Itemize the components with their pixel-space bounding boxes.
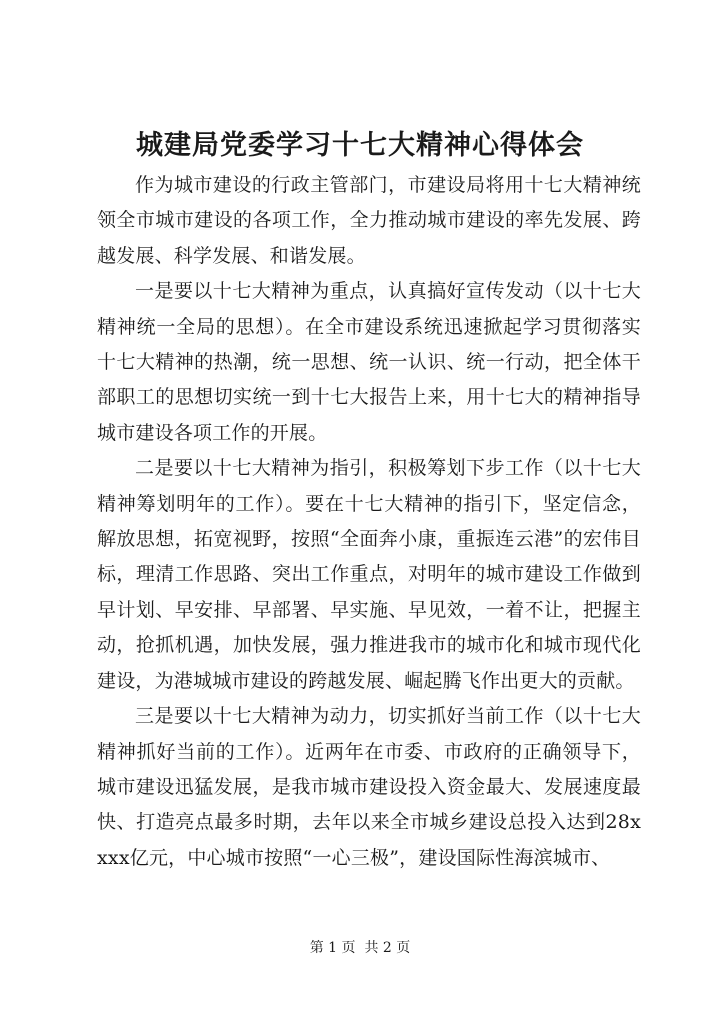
document-title: 城建局党委学习十七大精神心得体会 <box>136 130 584 161</box>
paragraph-point-one: 一是要以十七大精神为重点，认真搞好宣传发动（以十七大精神统一全局的思想）。在全市建设系统迅速掀起学习贯彻落实十七大精神的热潮，统一思想、统一认识、统一行动，把全体干部职工的思想切实统一到十七大报告上来，用十七大的精神指导城市建设各项工作的开展。 <box>97 280 641 444</box>
paragraph-point-three: 三是要以十七大精神为动力，切实抓好当前工作（以十七大精神抓好当前的工作）。近两年在市委、市政府的正确领导下，城市建设迅猛发展，是我市城市建设投入资金最大、发展速度最快、打造亮点最多时期，去年以来全市城乡建设总投入达到28xxxx亿元，中心城市按照“一心三极”，建设国际性海滨城市、 <box>97 705 641 869</box>
paragraph-point-two: 二是要以十七大精神为指引，积极筹划下步工作（以十七大精神筹划明年的工作）。要在十七大精神的指引下，坚定信念，解放思想，拓宽视野，按照“全面奔小康，重振连云港”的宏伟目标，理清工作思路、突出工作重点，对明年的城市建设工作做到早计划、早安排、早部署、早实施、早见效，一着不让，把握主动，抢抓机遇，加快发展，强力推进我市的城市化和城市现代化建设，为港城城市建设的跨越发展、崛起腾飞作出更大的贡献。 <box>97 457 641 692</box>
page-footer <box>0 938 720 958</box>
document-body <box>97 168 641 876</box>
page-number: 第 1 页 共 2 页 <box>309 940 411 956</box>
paragraph-intro: 作为城市建设的行政主管部门，市建设局将用十七大精神统领全市城市建设的各项工作，全力推动城市建设的率先发展、跨越发展、科学发展、和谐发展。 <box>97 174 641 267</box>
